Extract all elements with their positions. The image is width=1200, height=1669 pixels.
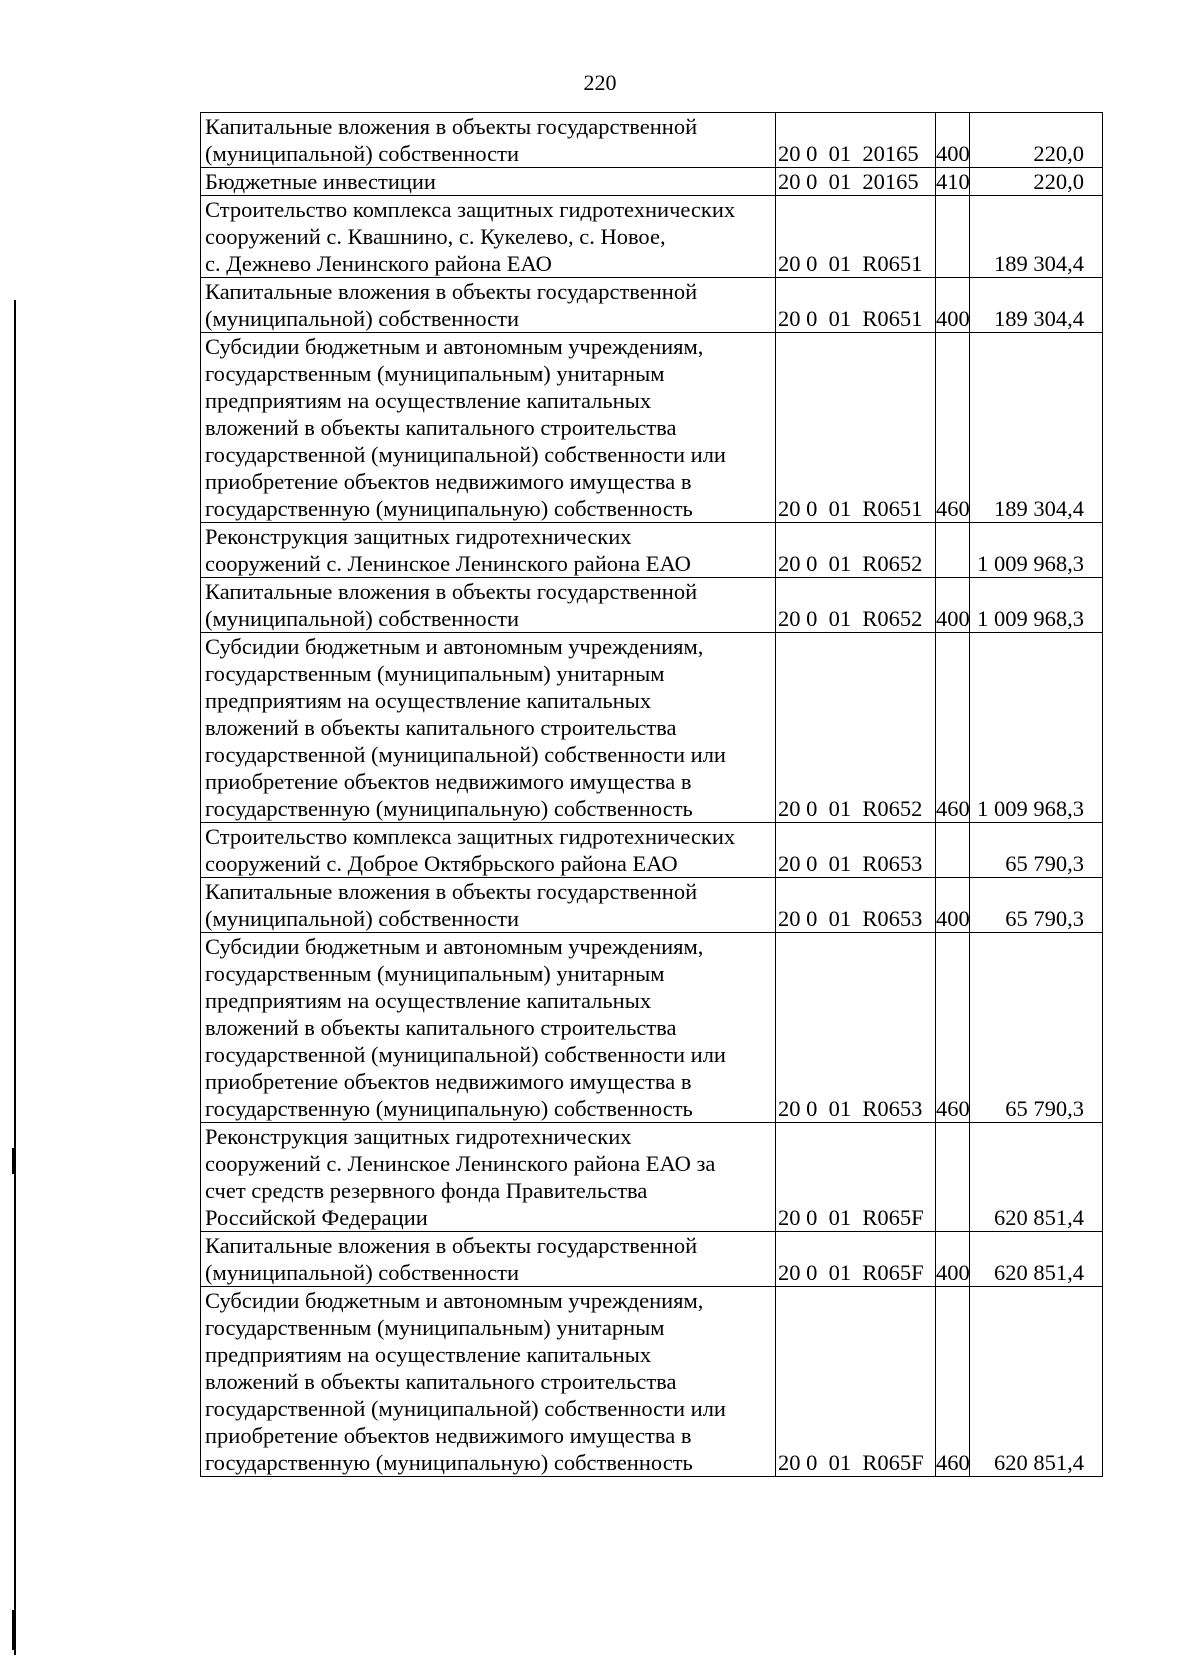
expense-type-cell: 400	[936, 1232, 970, 1287]
target-article-code-cell: 20 0 01 R0653	[776, 823, 936, 878]
expense-name-cell: Капитальные вложения в объекты государственной (муниципальной) собственности	[201, 578, 776, 633]
expense-type-cell: 460	[936, 633, 970, 823]
table-row	[201, 523, 1103, 578]
expense-name-cell: Капитальные вложения в объекты государственной (муниципальной) собственности	[201, 878, 776, 933]
amount-cell: 1 009 968,3	[970, 523, 1103, 578]
amount-cell: 65 790,3	[970, 823, 1103, 878]
expense-type-cell: 400	[936, 578, 970, 633]
target-article-code-cell: 20 0 01 R065F	[776, 1123, 936, 1232]
expense-name-cell: Капитальные вложения в объекты государственной (муниципальной) собственности	[201, 1232, 776, 1287]
expense-type-cell	[936, 823, 970, 878]
table-row	[201, 1287, 1103, 1477]
expense-type-cell: 400	[936, 878, 970, 933]
expense-type-cell: 460	[936, 333, 970, 523]
table-row	[201, 333, 1103, 523]
target-article-code-cell: 20 0 01 R0651	[776, 333, 936, 523]
table-row	[201, 196, 1103, 278]
expense-name-cell: Бюджетные инвестиции	[201, 168, 776, 196]
table-row	[201, 278, 1103, 333]
table-row	[201, 578, 1103, 633]
scan-edge-tick	[12, 1148, 15, 1174]
amount-cell: 65 790,3	[970, 933, 1103, 1123]
expense-type-cell: 460	[936, 1287, 970, 1477]
amount-cell: 620 851,4	[970, 1287, 1103, 1477]
table-row	[201, 823, 1103, 878]
expense-name-cell: Реконструкция защитных гидротехнических сооружений с. Ленинское Ленинского района ЕАО за счет средств резервного фонда Правительства Российской Федерации	[201, 1123, 776, 1232]
amount-cell: 220,0	[970, 168, 1103, 196]
expense-name-cell: Субсидии бюджетным и автономным учреждениям, государственным (муниципальным) унитарным предприятиям на осуществление капитальных вложений в объекты капитального строительства государственной (муниципальной) собственности или приобретение объектов недвижимого имущества в государственную (муниципальную) собственность	[201, 333, 776, 523]
target-article-code-cell: 20 0 01 20165	[776, 168, 936, 196]
amount-cell: 189 304,4	[970, 278, 1103, 333]
table-row	[201, 113, 1103, 168]
amount-cell: 620 851,4	[970, 1232, 1103, 1287]
budget-table	[200, 112, 1103, 1477]
amount-cell: 65 790,3	[970, 878, 1103, 933]
expense-name-cell: Субсидии бюджетным и автономным учреждениям, государственным (муниципальным) унитарным предприятиям на осуществление капитальных вложений в объекты капитального строительства государственной (муниципальной) собственности или приобретение объектов недвижимого имущества в государственную (муниципальную) собственность	[201, 1287, 776, 1477]
table-row	[201, 633, 1103, 823]
expense-type-cell: 460	[936, 933, 970, 1123]
target-article-code-cell: 20 0 01 R065F	[776, 1287, 936, 1477]
amount-cell: 1 009 968,3	[970, 633, 1103, 823]
expense-type-cell	[936, 523, 970, 578]
target-article-code-cell: 20 0 01 20165	[776, 113, 936, 168]
expense-type-cell: 400	[936, 278, 970, 333]
expense-name-cell: Капитальные вложения в объекты государственной (муниципальной) собственности	[201, 113, 776, 168]
expense-type-cell	[936, 196, 970, 278]
page-number: 220	[583, 70, 617, 95]
amount-cell: 220,0	[970, 113, 1103, 168]
amount-cell: 189 304,4	[970, 333, 1103, 523]
target-article-code-cell: 20 0 01 R0652	[776, 633, 936, 823]
expense-name-cell: Строительство комплекса защитных гидротехнических сооружений с. Доброе Октябрьского района ЕАО	[201, 823, 776, 878]
table-row	[201, 1232, 1103, 1287]
target-article-code-cell: 20 0 01 R0652	[776, 523, 936, 578]
target-article-code-cell: 20 0 01 R0653	[776, 878, 936, 933]
expense-name-cell: Реконструкция защитных гидротехнических сооружений с. Ленинское Ленинского района ЕАО	[201, 523, 776, 578]
table-row	[201, 168, 1103, 196]
table-body	[201, 113, 1103, 1477]
expense-name-cell: Субсидии бюджетным и автономным учреждениям, государственным (муниципальным) унитарным предприятиям на осуществление капитальных вложений в объекты капитального строительства государственной (муниципальной) собственности или приобретение объектов недвижимого имущества в государственную (муниципальную) собственность	[201, 633, 776, 823]
expense-type-cell: 400	[936, 113, 970, 168]
table-row	[201, 1123, 1103, 1232]
table-row	[201, 878, 1103, 933]
target-article-code-cell: 20 0 01 R0652	[776, 578, 936, 633]
expense-name-cell: Субсидии бюджетным и автономным учреждениям, государственным (муниципальным) унитарным предприятиям на осуществление капитальных вложений в объекты капитального строительства государственной (муниципальной) собственности или приобретение объектов недвижимого имущества в государственную (муниципальную) собственность	[201, 933, 776, 1123]
target-article-code-cell: 20 0 01 R0651	[776, 278, 936, 333]
table-row	[201, 933, 1103, 1123]
scan-edge-tick	[12, 1610, 15, 1650]
expense-name-cell: Капитальные вложения в объекты государственной (муниципальной) собственности	[201, 278, 776, 333]
scan-edge-line	[14, 300, 16, 1655]
expense-type-cell: 410	[936, 169, 970, 194]
expense-name-cell: Строительство комплекса защитных гидротехнических сооружений с. Квашнино, с. Кукелево, с. Новое, с. Дежнево Ленинского района ЕАО	[201, 196, 776, 278]
target-article-code-cell: 20 0 01 R065F	[776, 1232, 936, 1287]
expense-type-cell	[936, 1123, 970, 1232]
amount-cell: 620 851,4	[970, 1123, 1103, 1232]
amount-cell: 189 304,4	[970, 196, 1103, 278]
target-article-code-cell: 20 0 01 R0651	[776, 196, 936, 278]
target-article-code-cell: 20 0 01 R0653	[776, 933, 936, 1123]
amount-cell: 1 009 968,3	[970, 578, 1103, 633]
